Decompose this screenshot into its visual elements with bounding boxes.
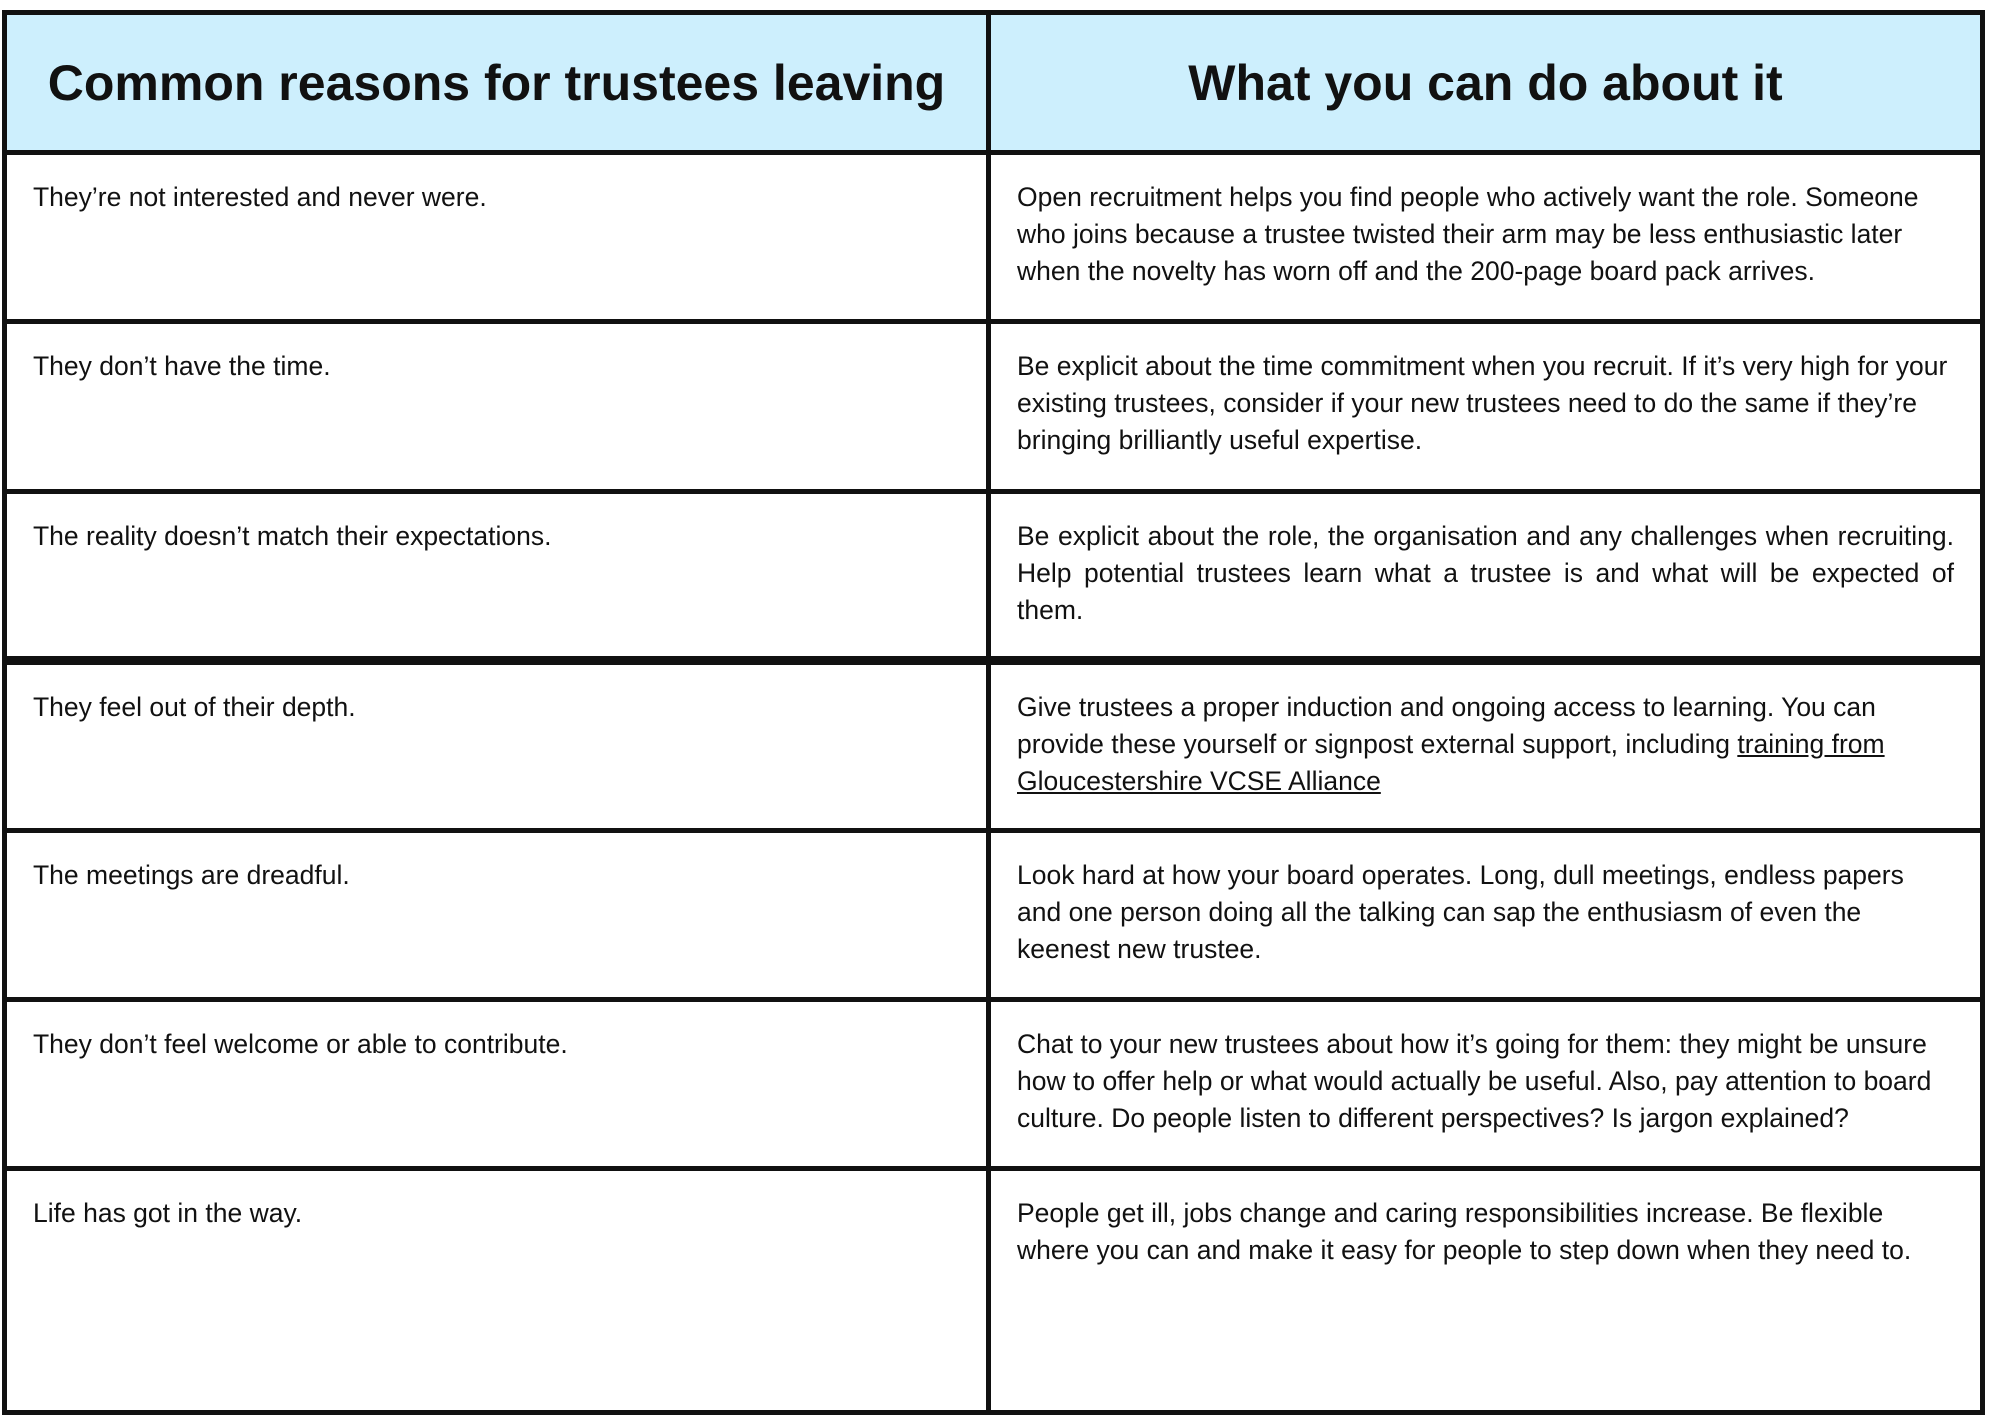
reason-cell: They don’t have the time. [5,322,989,491]
table-body [5,153,1983,1413]
reason-cell: They’re not interested and never were. [5,153,989,322]
header-actions: What you can do about it [989,13,1983,153]
table-header [5,13,1983,153]
reason-cell: They don’t feel welcome or able to contribute. [5,999,989,1168]
training-link[interactable]: training from Gloucestershire VCSE Alliance [1017,729,1885,797]
reason-cell: The meetings are dreadful. [5,830,989,999]
reason-cell: The reality doesn’t match their expectations. [5,491,989,660]
action-cell: Look hard at how your board operates. Long, dull meetings, endless papers and one person doing all the talking can sap the enthusiasm of even the keenest new trustee. [989,830,1983,999]
action-cell: Chat to your new trustees about how it’s going for them: they might be unsure how to offer help or what would actually be useful. Also, pay attention to board culture. Do people listen to different perspectives? Is jargon explained? [989,999,1983,1168]
table-row [5,153,1983,322]
reason-cell: They feel out of their depth. [5,661,989,830]
trustee-retention-table [2,10,1985,1415]
table-row [5,322,1983,491]
action-cell: Be explicit about the time commitment when you recruit. If it’s very high for your existing trustees, consider if your new trustees need to do the same if they’re bringing brilliantly useful expertise. [989,322,1983,491]
action-cell: People get ill, jobs change and caring responsibilities increase. Be flexible where you can and make it easy for people to step down when they need to. [989,1169,1983,1413]
reason-cell: Life has got in the way. [5,1169,989,1413]
table-row [5,999,1983,1168]
action-cell: Be explicit about the role, the organisation and any challenges when recruiting. Help potential trustees learn what a trustee is and what will be expected of them. [989,491,1983,660]
table-row [5,491,1983,660]
header-reasons: Common reasons for trustees leaving [5,13,989,153]
action-cell [989,661,1983,830]
table-row [5,661,1983,830]
table-row [5,1169,1983,1413]
action-cell: Open recruitment helps you find people who actively want the role. Someone who joins because a trustee twisted their arm may be less enthusiastic later when the novelty has worn off and the 200-page board pack arrives. [989,153,1983,322]
table-row [5,830,1983,999]
action-text: Give trustees a proper induction and ongoing access to learning. You can provide these yourself or signpost external support, including [1017,692,1876,760]
header-row [5,13,1983,153]
